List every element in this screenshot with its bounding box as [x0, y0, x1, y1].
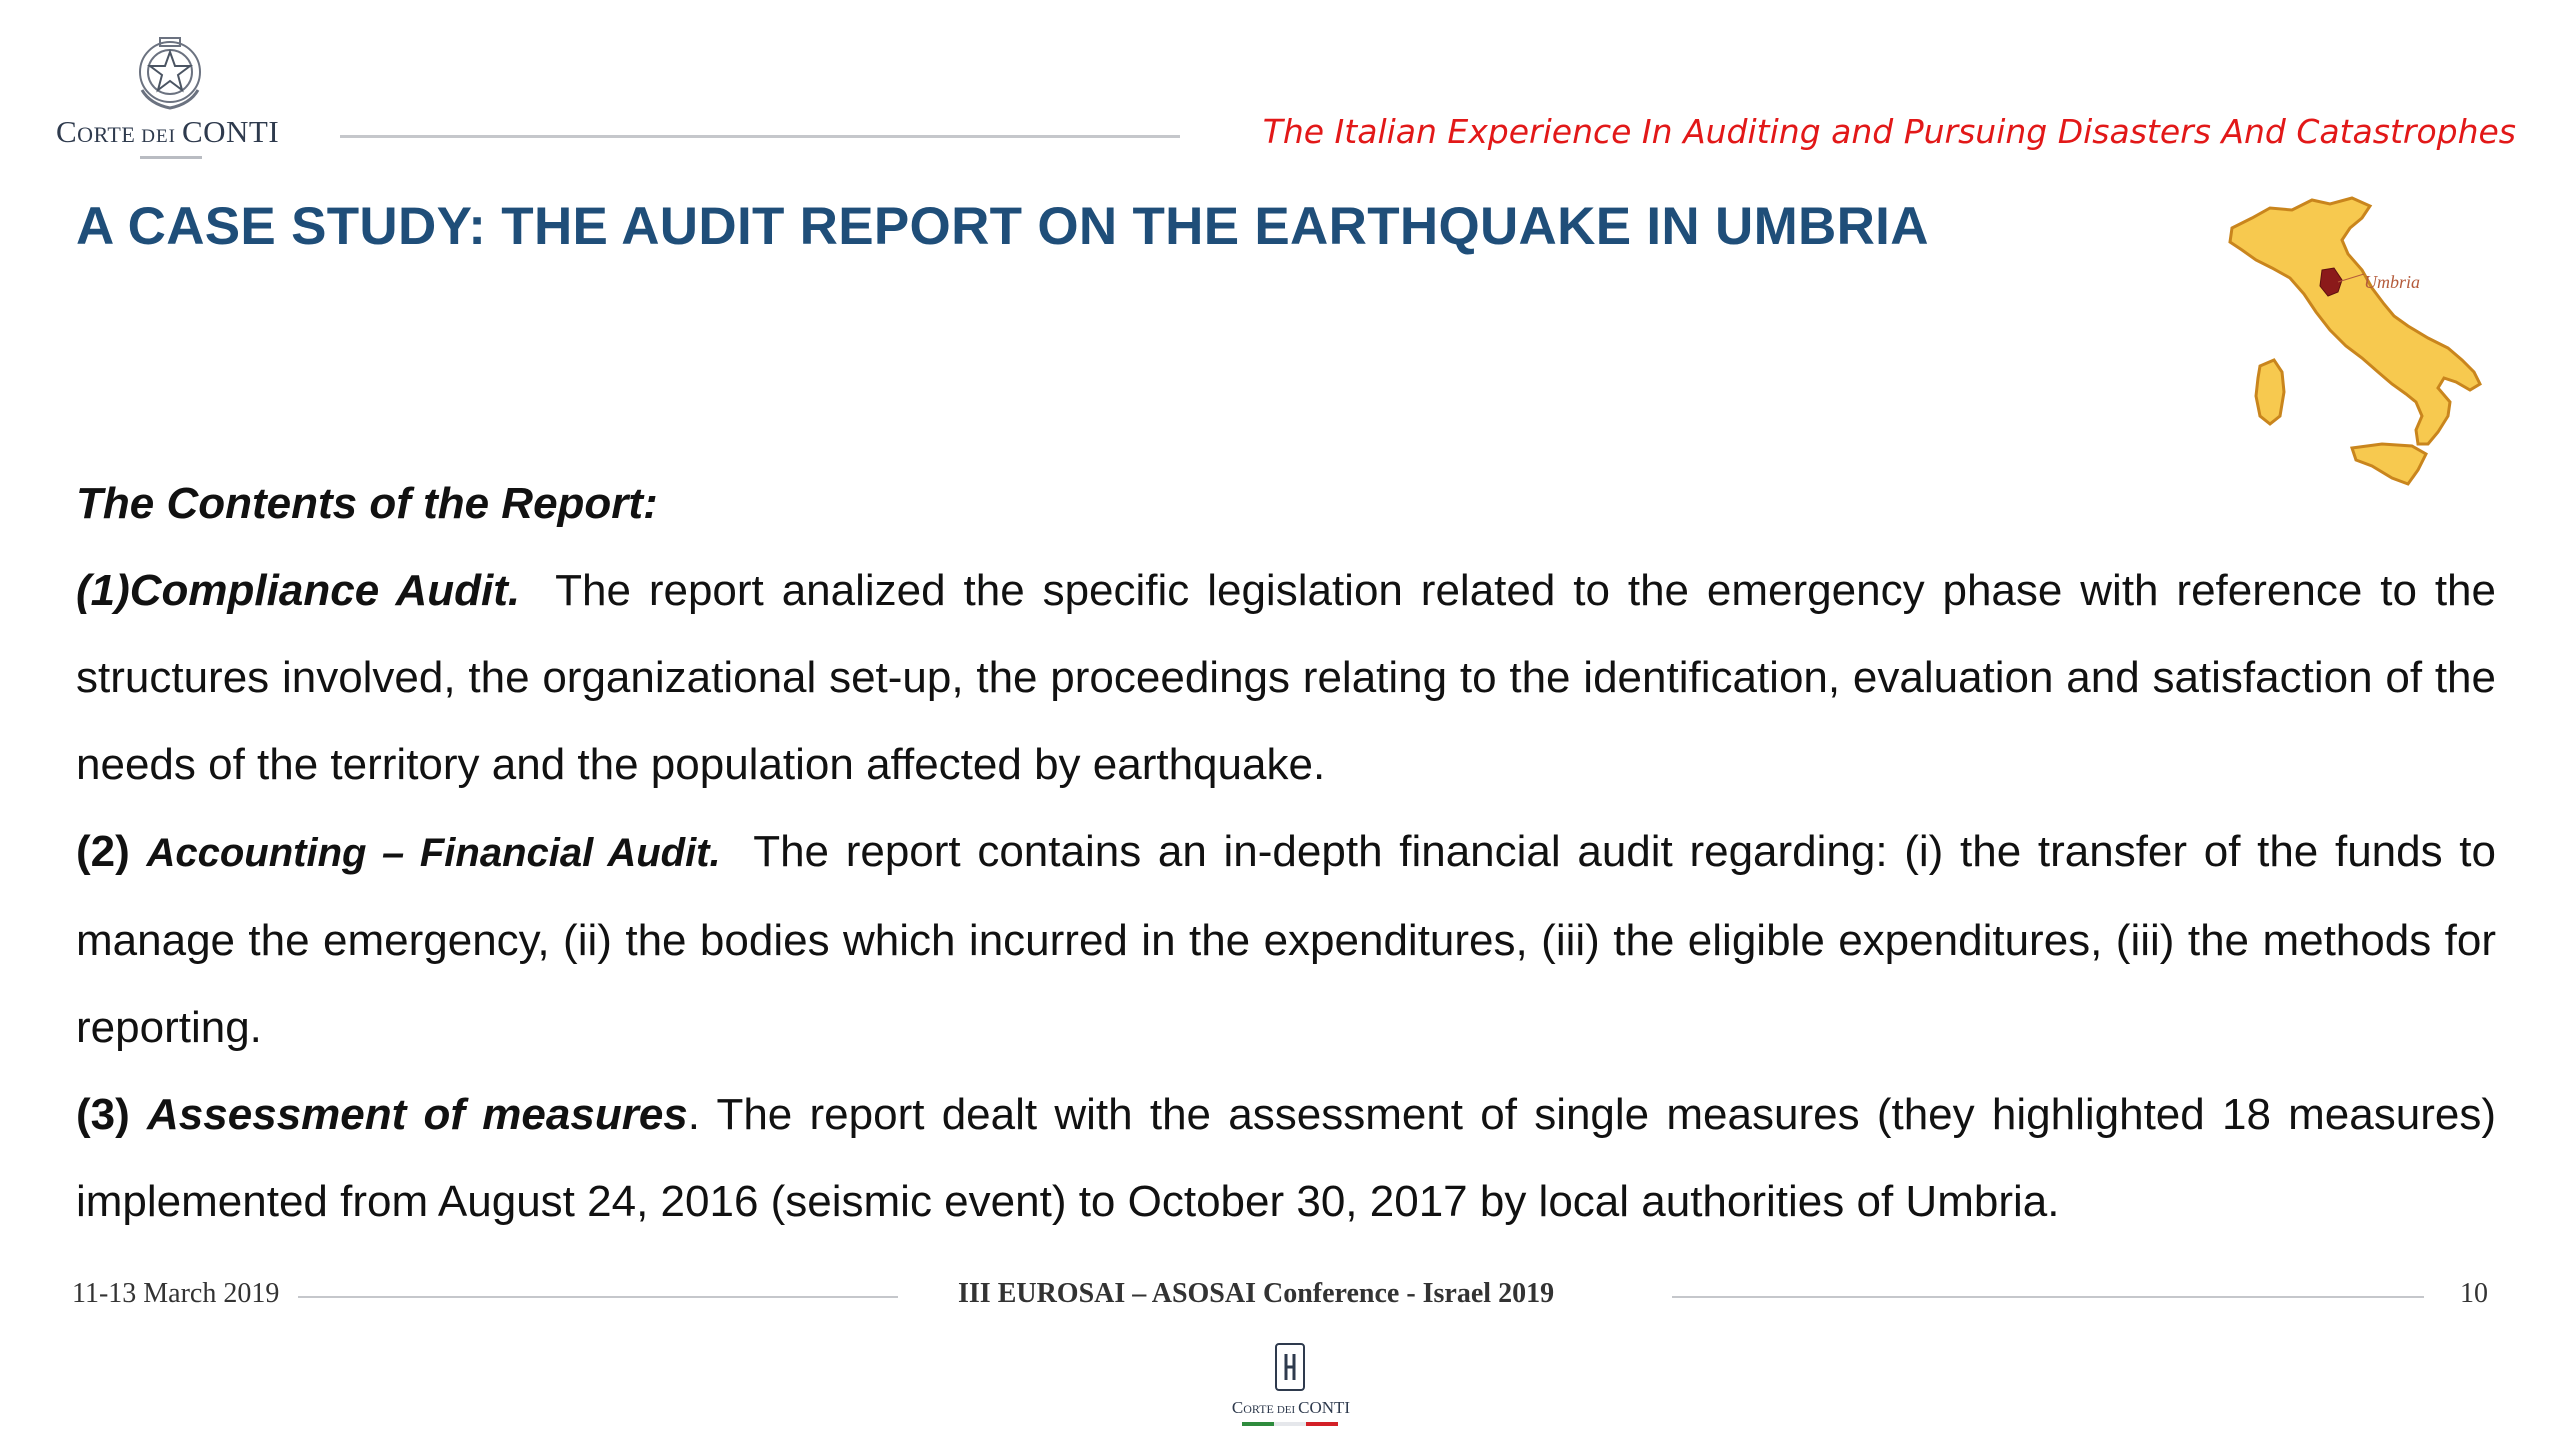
footer-divider-right: [1672, 1296, 2424, 1298]
corte-dei-conti-logo-text: [56, 114, 296, 150]
footer-conference: III EUROSAI – ASOSAI Conference - Israel 2019: [958, 1278, 1555, 1309]
item-assessment-measures: [76, 1071, 2496, 1245]
item2-text: The report contains an in-depth financial audit regarding: (i) the transfer of the funds to manage the emergency, (ii) the bodies which incurred in the expenditures, (iii) the eligible expenditures, (iii) the methods for reporting.: [76, 827, 2496, 1052]
item2-label: Accounting – Financial Audit.: [146, 831, 721, 875]
item2-number: (2): [76, 827, 130, 876]
page-number: 10: [2460, 1278, 2488, 1309]
slide-title: A CASE STUDY: THE AUDIT REPORT ON THE EARTHQUAKE IN UMBRIA: [76, 197, 1929, 256]
item3-text: . The report dealt with the assessment of single measures (they highlighted 18 measures) implemented from August 24, 2016 (seismic event) to October 30, 2017 by local authorities of Umbria.: [76, 1090, 2496, 1226]
bottom-logo-word-corte: Corte: [1231, 1398, 1274, 1417]
contents-heading: The Contents of the Report:: [76, 479, 658, 528]
footer-date: 11-13 March 2019: [72, 1278, 280, 1309]
logo-word-dei: DEI: [141, 126, 176, 147]
italy-map-icon: [2212, 188, 2502, 498]
bottom-logo-word-dei: DEI: [1276, 1404, 1296, 1416]
logo-underline: [140, 156, 202, 159]
map-label-umbria: Umbria: [2364, 272, 2421, 292]
flag-red: [1306, 1422, 1338, 1426]
flag-green: [1242, 1422, 1274, 1426]
bottom-logo-word-conti: CONTI: [1298, 1398, 1351, 1417]
bottom-emblem-icon: [1270, 1340, 1310, 1396]
item3-number: (3): [76, 1090, 130, 1139]
footer-divider-left: [298, 1296, 898, 1298]
body-content: [76, 460, 2496, 1245]
item1-label: (1)Compliance Audit.: [76, 566, 521, 615]
flag-white: [1274, 1422, 1306, 1426]
bottom-logo-text: [1218, 1398, 1364, 1418]
emblem-icon: [130, 32, 210, 114]
italian-flag-stripe: [1242, 1422, 1338, 1426]
logo-word-conti: CONTI: [181, 114, 280, 149]
item-financial-audit: [76, 808, 2496, 1071]
header-divider: [340, 135, 1180, 138]
item-compliance-audit: [76, 547, 2496, 808]
sardinia: [2256, 360, 2284, 424]
header-tagline: The Italian Experience In Auditing and Pursuing Disasters And Catastrophes: [1262, 112, 2516, 151]
item1-text: The report analized the specific legislation related to the emergency phase with reference to the structures involved, the organizational set-up, the proceedings relating to the identification, evaluation and satisfaction of the needs of the territory and the population affected by earthquake.: [76, 566, 2496, 789]
item3-label: Assessment of measures: [147, 1090, 688, 1139]
logo-word-corte: Corte: [56, 114, 136, 149]
